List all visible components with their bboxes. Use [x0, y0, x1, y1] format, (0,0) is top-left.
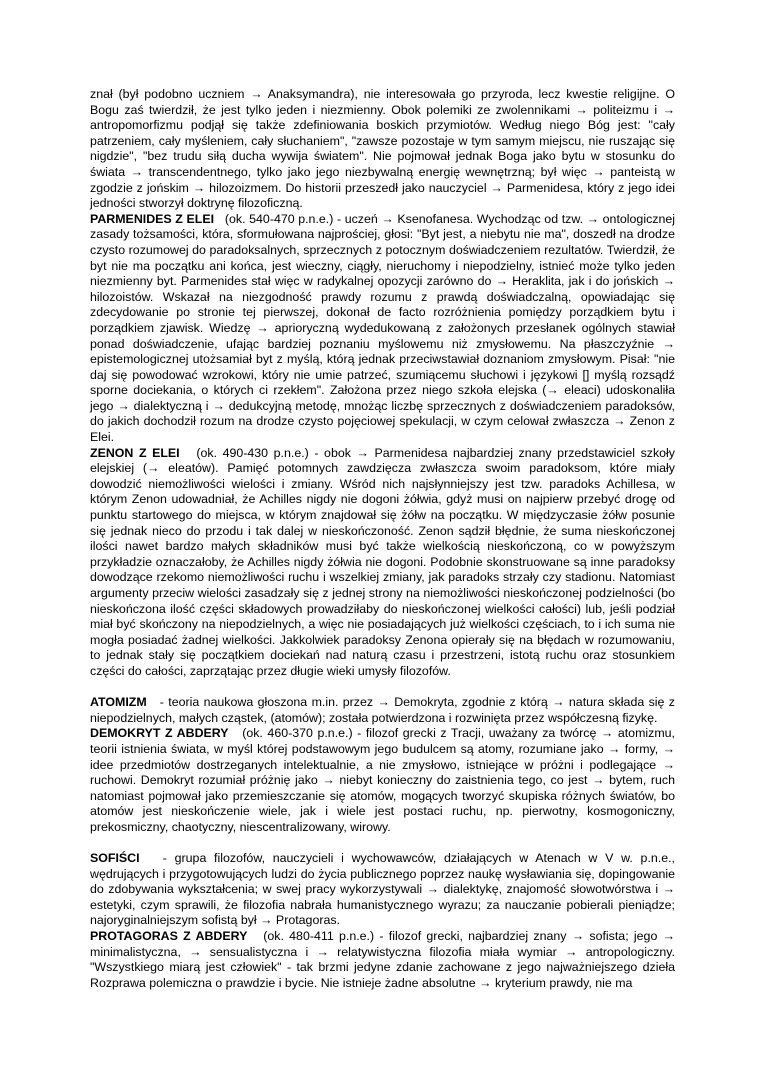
- entry-text: (ok. 480-411 p.n.e.) - filozof grecki, najbardziej znany → sofista; jego → minimalistyczna, → sensualistyczna i → relatywistyczna filozofia miała wymiar → antropologiczny. "Wszystkiego miarą jest człowiek" - tak brzmi jedyne zdanie zachowane z jego najważniejszego dzieła Rozprawa polemiczna o prawdzie i bycie. Nie istnieje żadne absolutne → kryterium prawdy, nie ma: [90, 929, 675, 990]
- entry-text: - grupa filozofów, nauczycieli i wychowawców, działających w Atenach w V w. p.n.e., wędrujących i przygotowujących ludzi do życia publicznego poprzez naukę wysławiania się, dopingowanie do zdobywania wykształcenia; w swej pracy wykorzystywali → dialektykę, znajomość słowotwórstwa i → estetyki, czym sprawili, że filozofia nabrała humanistycznego wyrazu; za nauczanie pobierali pieniądze; najoryginalniejszym sofistą był → Protagoras.: [90, 851, 675, 928]
- entry-sofisci: [90, 851, 675, 929]
- entry-text: - teoria naukowa głoszona m.in. przez → Demokryta, zgodnie z którą → natura składa się z niepodzielnych, małych cząstek, (atomów); została potwierdzona i rozwinięta przez współczesną fizykę.: [90, 695, 675, 725]
- paragraph-ksenofanes: znał (był podobno uczniem → Anaksymandra), nie interesowała go przyroda, lecz kwestie religijne. O Bogu zaś twierdził, że jest tylko jeden i niezmienny. Obok polemiki ze zwolennikami → politeizmu i → antropomorfizmu podjął się także zdefiniowania boskich przymiotów. Według niego Bóg jest: "cały patrzeniem, cały myśleniem, cały słuchaniem", "zawsze pozostaje w tym samym miejscu, nie ruszając się nigdzie", "bez trudu siłą ducha wywija światem". Nie pojmował jednak Boga jako bytu w stosunku do świata → transcendentnego, tylko jako jego niezbywalną energię wewnętrzną; był więc → panteistą w zgodzie z jońskim → hilozoizmem. Do historii przeszedł jako nauczyciel → Parmenidesa, który z jego idei jedności stworzył doktrynę filozoficzną.: [90, 87, 675, 211]
- entry-text: (ok. 490-430 p.n.e.) - obok → Parmenidesa najbardziej znany przedstawiciel szkoły elejskiej (→ eleatów). Pamięć potomnych zawdzięcza zwłaszcza swoim paradoksom, które miały dowodzić niemożliwości wielości i zmiany. Wśród nich najsłynniejszy jest tzw. paradoks Achillesa, w którym Zenon udowadniał, że Achilles nigdy nie dogoni żółwia, gdyż musi on najpierw przebyć drogę od punktu startowego do miejsca, w którym znajdował się żółw na początku. W międzyczasie żółw posunie się jednak nieco do przodu i tak dalej w nieskończoność. Zenon sądził błędnie, że suma nieskończonej ilości nawet bardzo małych składników musi być także wielkością nieskończoną, co w powyższym przykładzie oznaczałoby, że Achilles nigdy żółwia nie dogoni. Podobnie skonstruowane są inne paradoksy dowodzące rzekomo niemożliwości ruchu i wszelkiej zmiany, jak paradoks strzały czy stadionu. Natomiast argumenty przeciw wielości zasadzały się z jednej strony na niemożliwości nieskończonej podzielności (bo nieskończona ilość części składowych prowadziłaby do nieskończonej wielkości całości) lub, jeśli podział miał być skończony na niepodzielnych, a więc nie posiadających już wielkości częściach, to i ich suma nie mogła posiadać żadnej wielkości. Jakkolwiek paradoksy Zenona opierały się na błędach w rozumowaniu, to jednak stały się początkiem dociekań nad naturą czasu i przestrzeni, istotą ruchu oraz stosunkiem części do całości, zaprzątając przez długie wieki umysły filozofów.: [90, 445, 676, 678]
- entry-protagoras: [90, 929, 675, 991]
- entry-heading: PROTAGORAS Z ABDERY: [90, 929, 248, 944]
- entry-heading: PARMENIDES Z ELEI: [90, 211, 215, 226]
- document-page: [90, 87, 675, 991]
- entry-atomizm: [90, 695, 675, 726]
- entry-heading: ZENON Z ELEI: [90, 445, 180, 460]
- entry-demokryt: [90, 726, 675, 835]
- entry-text: (ok. 540-470 p.n.e.) - uczeń → Ksenofanesa. Wychodząc od tzw. → ontologicznej zasady tożsamości, która, sformułowana najprościej, głosi: "Byt jest, a niebytu nie ma", doszedł na drodze czysto rozumowej do paradoksalnych, sprzecznych z potocznym doświadczeniem rezultatów. Twierdził, że byt nie ma początku ani końca, jest wieczny, ciągły, nieruchomy i niepodzielny, istnieć może tylko jeden niezmienny byt. Parmenides stał więc w radykalnej opozycji zarówno do → Heraklita, jak i do jońskich → hilozoistów. Wskazał na niezgodność prawdy rozumu z prawdą doświadczalną, opowiadając się zdecydowanie po stronie tej pierwszej, dokonał de facto rozróżnienia pomiędzy porządkiem bytu i porządkiem zjawisk. Wiedzę → aprioryczną wydedukowaną z założonych przesłanek ogólnych stawiał ponad doświadczenie, ufając bardziej poznaniu myślowemu niż zmysłowemu. Na płaszczyźnie → epistemologicznej utożsamiał byt z myślą, którą jednak przeciwstawiał doznaniom zmysłowym. Pisał: "nie daj się powodować wzrokowi, który nie umie patrzeć, szumiącemu słuchowi i językowi [] myślą rozsądź sporne dociekania, o których ci rzekłem". Założona przez niego szkoła elejska (→ eleaci) udoskonaliła jego → dialektyczną i → dedukcyjną metodę, mnożąc liczbę sprzecznych z doświadczeniem paradoksów, do jakich dochodził rozum na drodze czysto pojęciowej spekulacji, w czym celował zwłaszcza → Zenon z Elei.: [90, 211, 675, 445]
- paragraph-gap: [90, 836, 675, 852]
- entry-heading: SOFIŚCI: [90, 851, 140, 866]
- paragraph-gap: [90, 680, 675, 696]
- entry-heading: DEMOKRYT Z ABDERY: [90, 726, 229, 741]
- entry-zenon: [90, 446, 675, 680]
- entry-text: (ok. 460-370 p.n.e.) - filozof grecki z Tracji, uważany za twórcę → atomizmu, teorii istnienia świata, w myśl której podstawowym jego budulcem są atomy, rozumiane jako → formy, → idee przedmiotów dostrzeganych intelektualnie, a nie zmysłowo, istniejące w próżni i podlegające → ruchowi. Demokryt rozumiał próżnię jako → niebyt konieczny do zaistnienia tego, co jest → bytem, ruch natomiast pojmował jako przemieszczanie się atomów, mogących tworzyć skupiska różnych światów, bo atomów jest nieskończenie wiele, jak i wiele jest postaci ruchu, np. pierwotny, kosmogoniczny, prekosmiczny, chaotyczny, niescentralizowany, wirowy.: [90, 726, 675, 834]
- entry-heading: ATOMIZM: [90, 695, 147, 710]
- entry-parmenides: [90, 212, 675, 446]
